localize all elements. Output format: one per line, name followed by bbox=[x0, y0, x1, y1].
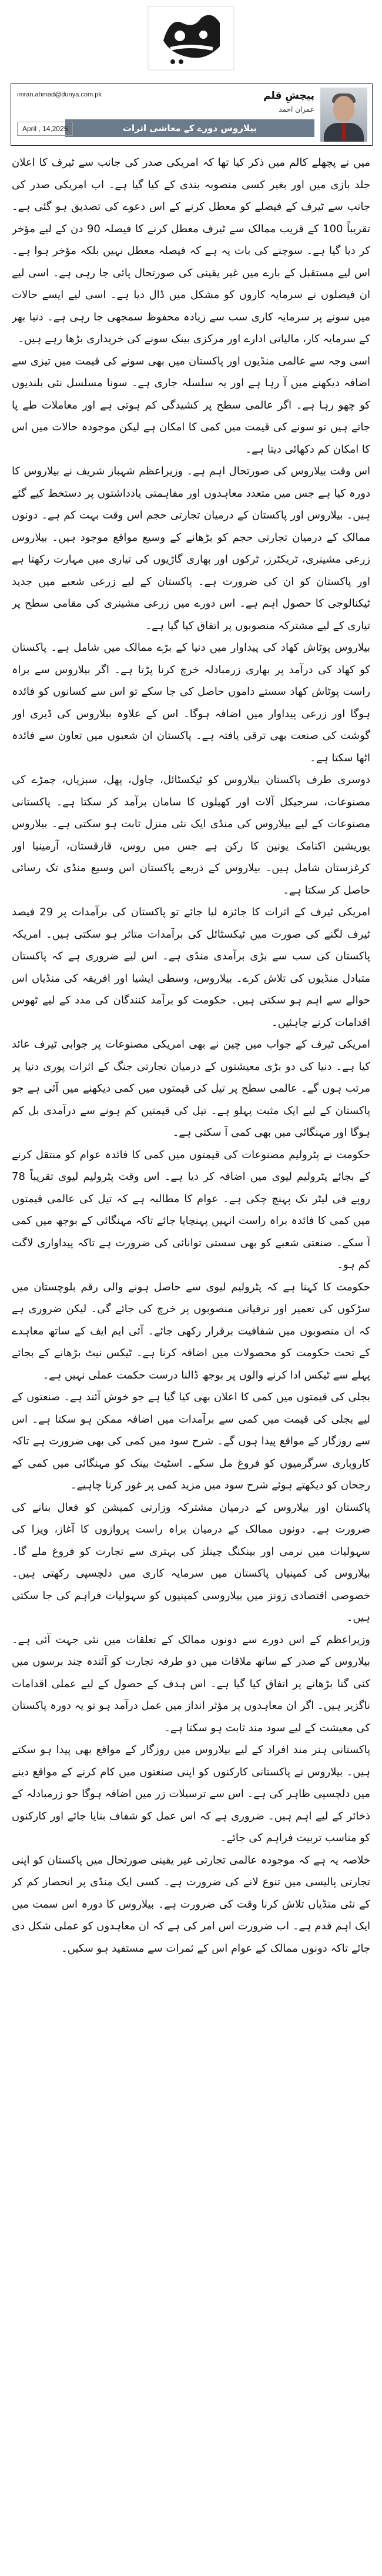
paragraph: پاکستانی ہنر مند افراد کے لیے بیلاروس میں روزگار کے مواقع بھی پیدا ہو سکتے ہیں۔ بیلاروس نے پاکستانی کارکنوں کو اپنی صنعتوں میں کام کرنے کے مواقع دینے میں دلچسپی ظاہر کی ہے۔ اس سے ترسیلات زر میں اضافہ ہوگا جو زرمبادلہ کے ذخائر کے لیے اہم ہیں۔ ضروری ہے کہ اس عمل کو شفاف بنایا جائے اور کارکنوں کو مناسب تربیت فراہم کی جائے۔ bbox=[12, 1744, 370, 1844]
dunya-logo bbox=[147, 5, 235, 71]
article-title-bar bbox=[65, 119, 314, 137]
dunya-logo-graphic bbox=[147, 5, 235, 71]
author-email: imran.ahmad@dunya.com.pk bbox=[17, 91, 102, 98]
paragraph: دوسری طرف پاکستان بیلاروس کو ٹیکسٹائل، چاول، پھل، سبزیاں، چمڑے کی مصنوعات، سرجیکل آلات اور کھیلوں کا سامان برآمد کر سکتا ہے۔ پاکستانی مصنوعات کے لیے بیلاروس کی منڈی ایک نئی منزل ثابت ہو سکتی ہے۔ بیلاروس یوریشین اکنامک یونین کا رکن ہے جس میں روس، قازقستان، آرمینیا اور کرغزستان شامل ہیں۔ بیلاروس کے ذریعے پاکستان اس وسیع منڈی تک رسائی حاصل کر سکتا ہے۔ bbox=[12, 774, 370, 896]
article-title: بیلاروس دورے کے معاشی اثرات bbox=[122, 123, 257, 133]
author-tie bbox=[342, 123, 346, 140]
column-header bbox=[11, 83, 373, 146]
paragraph: امریکی ٹیرف کے اثرات کا جائزہ لیا جائے تو پاکستان کی برآمدات پر 29 فیصد ٹیرف لگنے کی صورت میں ٹیکسٹائل کی برآمدات متاثر ہو سکتی ہیں۔ امریکہ پاکستان کی سب سے بڑی برآمدی منڈی ہے۔ اس لیے ضروری ہے کہ پاکستان متبادل منڈیوں کی تلاش کرے۔ بیلاروس، وسطی ایشیا اور افریقہ کی منڈیاں اس حوالے سے اہم ہو سکتی ہیں۔ حکومت کو برآمد کنندگان کی مدد کے لیے ٹھوس اقدامات کرنے چاہئیں۔ bbox=[12, 906, 370, 1029]
paragraph: بیلاروس پوٹاش کھاد کی پیداوار میں دنیا کے بڑے ممالک میں شامل ہے۔ پاکستان کو کھاد کی درآمد پر بھاری زرمبادلہ خرچ کرنا پڑتا ہے۔ اگر بیلاروس سے براہ راست پوٹاش کھاد سستے داموں حاصل کی جا سکے تو اس سے کسانوں کو فائدہ ہوگا اور زرعی پیداوار میں اضافہ ہوگا۔ اس کے علاوہ بیلاروس کی ڈیری اور گوشت کی صنعت بھی ترقی یافتہ ہے۔ پاکستان ان شعبوں میں تعاون سے فائدہ اٹھا سکتا ہے۔ bbox=[12, 641, 370, 764]
paragraph: حکومت نے پٹرولیم مصنوعات کی قیمتوں میں کمی کا فائدہ عوام کو منتقل کرنے کے بجائے پٹرولیم لیوی میں اضافہ کر دیا ہے۔ اس وقت پٹرولیم لیوی تقریباً 78 روپے فی لیٹر تک پہنچ چکی ہے۔ عوام کا مطالبہ ہے کہ تیل کی عالمی قیمتوں میں کمی کا فائدہ براہ راست انہیں پہنچایا جائے تاکہ مہنگائی کے بوجھ میں کمی آ سکے۔ صنعتی شعبے کو بھی سستی توانائی کی ضرورت ہے تاکہ پیداواری لاگت کم ہو۔ bbox=[12, 1148, 370, 1271]
paragraph: اسی وجہ سے عالمی منڈیوں اور پاکستان میں بھی سونے کی قیمت میں تیزی سے اضافہ دیکھنے میں آ رہا ہے اور یہ سلسلہ جاری ہے۔ سونا مسلسل نئی بلندیوں کو چھو رہا ہے۔ اگر عالمی سطح پر کشیدگی کم ہوتی ہے اور معاملات طے پا جاتے ہیں تو سونے کی قیمت میں کمی کا امکان ہے لیکن موجودہ حالات میں اس کا امکان کم دکھائی دیتا ہے۔ bbox=[12, 354, 370, 456]
column-name: پیچشِ قلم bbox=[263, 90, 314, 102]
paragraph: وزیراعظم کے اس دورے سے دونوں ممالک کے تعلقات میں نئی جہت آئی ہے۔ بیلاروس کے صدر کے ساتھ ملاقات میں دو طرفہ تجارت کو آئندہ چند برسوں میں کئی گنا بڑھانے پر اتفاق کیا گیا ہے۔ اس ہدف کے حصول کے لیے عملی اقدامات ناگزیر ہیں۔ اگر ان معاہدوں پر مؤثر انداز میں عمل درآمد ہو تو یہ دورہ پاکستان کی معیشت کے لیے سود مند ثابت ہو سکتا ہے۔ bbox=[12, 1633, 370, 1734]
article-body bbox=[12, 152, 370, 2568]
publish-date: April , 14,2025 bbox=[17, 122, 73, 136]
author-photo bbox=[320, 88, 367, 142]
paragraph: پاکستان اور بیلاروس کے درمیان مشترکہ وزارتی کمیشن کو فعال بنانے کی ضرورت ہے۔ دونوں ممالک کے درمیان براہ راست پروازوں کا آغاز، ویزا کی سہولیات میں نرمی اور بینکنگ چینلز کی بہتری سے تجارت کو فروغ ملے گا۔ بیلاروس کی کمپنیاں پاکستان میں سرمایہ کاری میں دلچسپی رکھتی ہیں۔ خصوصی اقتصادی زونز میں بیلاروسی کمپنیوں کو سہولیات فراہم کی جا سکتی ہیں۔ bbox=[12, 1501, 370, 1624]
paragraph: اس وقت بیلاروس کی صورتحال اہم ہے۔ وزیراعظم شہباز شریف نے بیلاروس کا دورہ کیا ہے جس میں متعدد معاہدوں اور مفاہمتی یادداشتوں پر دستخط کیے گئے ہیں۔ بیلاروس اور پاکستان کے درمیان تجارتی حجم اس وقت بہت کم ہے۔ دونوں ممالک کے درمیان تجارتی حجم کو بڑھانے کے وسیع مواقع موجود ہیں۔ بیلاروس زرعی مشینری، ٹریکٹرز، ٹرکوں اور بھاری گاڑیوں کی تیاری میں مہارت رکھتا ہے اور پاکستان کو ان کی ضرورت ہے۔ پاکستان کے لیے زرعی شعبے میں جدید ٹیکنالوجی کا حصول اہم ہے۔ اس دورے میں زرعی مشینری کی مقامی سطح پر تیاری کے لیے مشترکہ منصوبوں پر اتفاق کیا گیا ہے۔ bbox=[12, 465, 370, 632]
author-name: عمران احمد bbox=[279, 105, 314, 113]
paragraph: بجلی کی قیمتوں میں کمی کا اعلان بھی کیا گیا ہے جو خوش آئند ہے۔ صنعتوں کے لیے بجلی کی قیمت میں کمی سے برآمدات میں اضافہ ممکن ہو سکتا ہے۔ اس سے روزگار کے مواقع پیدا ہوں گے۔ شرح سود میں کمی کی بھی ضرورت ہے تاکہ کاروباری سرگرمیوں کو فروغ مل سکے۔ اسٹیٹ بینک کو مہنگائی میں کمی کے رجحان کو دیکھتے ہوئے شرح سود میں مزید کمی پر غور کرنا چاہیے۔ bbox=[12, 1391, 370, 1491]
paragraph: امریکی ٹیرف کے جواب میں چین نے بھی امریکی مصنوعات پر جوابی ٹیرف عائد کیا ہے۔ دنیا کی دو بڑی معیشتوں کے درمیان تجارتی جنگ کے اثرات پوری دنیا پر مرتب ہوں گے۔ عالمی سطح پر تیل کی قیمتوں میں کمی دیکھنے میں آئی ہے جو پاکستان کے لیے ایک مثبت پہلو ہے۔ تیل کی قیمتیں کم ہونے سے درآمدی بل کم ہوگا اور مہنگائی میں بھی کمی آ سکتی ہے۔ bbox=[12, 1038, 370, 1139]
paragraph: خلاصہ یہ ہے کہ موجودہ عالمی تجارتی غیر یقینی صورتحال میں پاکستان کو اپنی تجارتی پالیسی میں تنوع لانے کی ضرورت ہے۔ کسی ایک منڈی پر انحصار کم کر کے نئی منڈیاں تلاش کرنا وقت کی ضرورت ہے۔ بیلاروس کا دورہ اس سمت میں ایک اہم قدم ہے۔ اب ضرورت اس امر کی ہے کہ ان معاہدوں کو عملی شکل دی جائے تاکہ دونوں ممالک کے عوام اس کے ثمرات سے مستفید ہو سکیں۔ bbox=[12, 1854, 370, 1955]
paragraph: حکومت کا کہنا ہے کہ پٹرولیم لیوی سے حاصل ہونے والی رقم بلوچستان میں سڑکوں کی تعمیر اور ترقیاتی منصوبوں پر خرچ کی جائے گی۔ لیکن ضروری ہے کہ ان منصوبوں میں شفافیت برقرار رکھی جائے۔ آئی ایم ایف کے ساتھ معاہدے کے تحت حکومت کو محصولات میں اضافہ کرنا ہے۔ ٹیکس نیٹ بڑھانے کے بجائے پہلے سے ٹیکس ادا کرنے والوں پر بوجھ ڈالنا درست حکمت عملی نہیں ہے۔ bbox=[12, 1280, 370, 1381]
masthead bbox=[0, 0, 382, 76]
paragraph: میں نے پچھلے کالم میں ذکر کیا تھا کہ امریکی صدر کی جانب سے ٹیرف کا اعلان جلد بازی میں اور بغیر کسی منصوبہ بندی کے کیا گیا ہے۔ اب امریکی صدر کی جانب سے ٹیرف کے فیصلے کو معطل کرنے کے اس دعوے کی تصدیق ہو گئی ہے۔ تقریباً 100 کے قریب ممالک سے ٹیرف معطل کرنے کا فیصلہ 90 دن کے لیے مؤخر کر دیا گیا ہے۔ سوچنے کی بات یہ ہے کہ فیصلہ معطل نہیں بلکہ مؤخر ہوا ہے۔ اس لیے مستقبل کے بارے میں غیر یقینی کی صورتحال پائی جا رہی ہے۔ اسی لیے ان فیصلوں نے سرمایہ کاروں کو مشکل میں ڈال دیا ہے۔ اسی لیے ایسے حالات میں سونے پر سرمایہ کاری سب سے زیادہ محفوظ سمجھی جا رہی ہے۔ دنیا بھر کے سرمایہ کار، مالیاتی ادارے اور مرکزی بینک سونے کی خریداری بڑھا رہے ہیں۔ bbox=[12, 156, 370, 345]
author-face bbox=[333, 96, 354, 122]
